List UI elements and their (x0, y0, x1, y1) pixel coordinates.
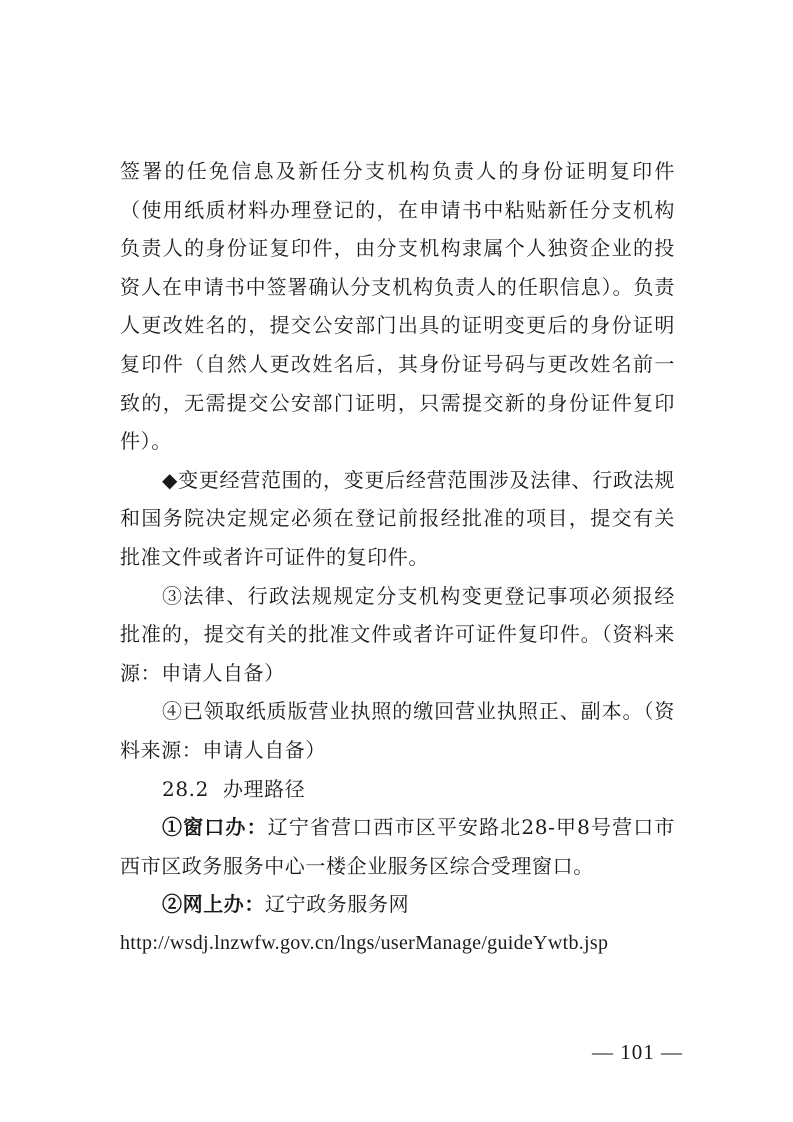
document-body (120, 152, 675, 962)
route-online (120, 885, 675, 924)
route-window (120, 808, 675, 885)
paragraph-business-scope-change: ◆变更经营范围的，变更后经营范围涉及法律、行政法规和国务院决定规定必须在登记前报经批准的项目，提交有关批准文件或者许可证件的复印件。 (120, 467, 675, 569)
section-number: 28.2 (162, 776, 209, 801)
paragraph-license-return: ④已领取纸质版营业执照的缴回营业执照正、副本。（资料来源：申请人自备） (120, 699, 675, 762)
route-window-text: 辽宁省营口西市区平安路北28-甲8号营口市西市区政务服务中心一楼企业服务区综合受理窗口。 (120, 815, 676, 878)
route-online-text: 辽宁政务服务网 (265, 892, 410, 917)
service-url: http://wsdj.lnzwfw.gov.cn/lngs/userManage/guideYwtb.jsp (120, 931, 609, 954)
paragraph-approval-documents: ③法律、行政法规规定分支机构变更登记事项必须报经批准的，提交有关的批准文件或者许可证件复印件。（资料来源：申请人自备） (120, 583, 675, 685)
section-title: 办理路径 (222, 776, 306, 801)
route-window-label: ①窗口办： (162, 815, 268, 840)
route-online-label: ②网上办： (162, 892, 265, 917)
section-heading (120, 770, 675, 809)
paragraph-id-change-materials: 签署的任免信息及新任分支机构负责人的身份证明复印件（使用纸质材料办理登记的，在申请书中粘贴新任分支机构负责人的身份证复印件，由分支机构隶属个人独资企业的投资人在申请书中签署确认分支机构负责人的任职信息）。负责人更改姓名的，提交公安部门出具的证明变更后的身份证明复印件（自然人更改姓名后，其身份证号码与更改姓名前一致的，无需提交公安部门证明，只需提交新的身份证件复印件）。 (120, 159, 675, 454)
page-number: — 101 — (592, 1040, 683, 1064)
